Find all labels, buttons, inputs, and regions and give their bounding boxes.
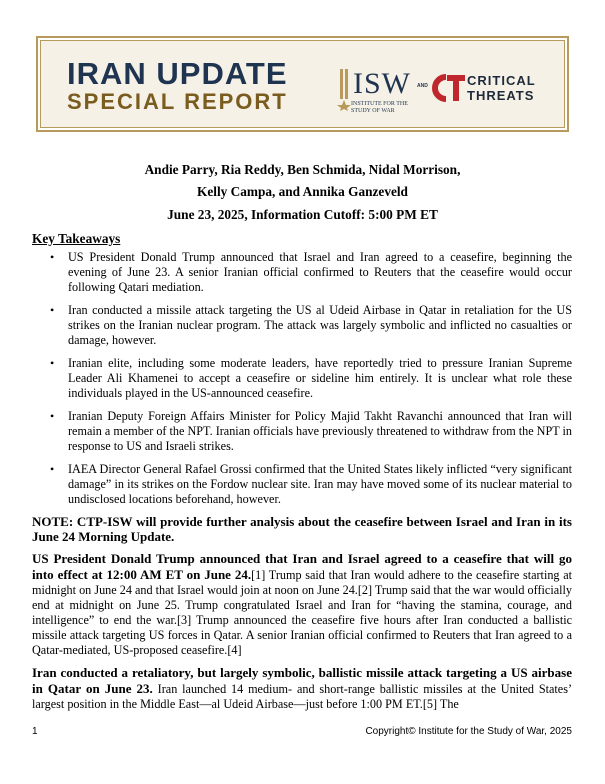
dateline: June 23, 2025, Information Cutoff: 5:00 PM ET [167, 207, 438, 222]
critical-threats-wordmark [467, 73, 536, 103]
authors-line2: Kelly Campa, and Annika Ganzeveld [197, 184, 408, 199]
list-item: • Iranian elite, including some moderate leaders, have reportedly tried to pressure Iranian Supreme Leader Ali Khamenei to accept a ceasefire or sideline him entirely. It is unclear what role these individuals played in the US-announced ceasefire. [32, 356, 572, 401]
banner-inner [40, 40, 565, 128]
isw-emblem-icon [337, 67, 351, 111]
body-paragraph-1 [32, 551, 572, 658]
page-number: 1 [32, 726, 38, 737]
key-takeaways-heading: Key Takeaways [32, 231, 121, 246]
list-item: • IAEA Director General Rafael Grossi confirmed that the United States likely inflicted “very significant damage” in its strikes on the Fordow nuclear site. Iran may have moved some of its nuclear material to undisclosed locations beforehand, however. [32, 462, 572, 507]
key-takeaways-list [32, 250, 572, 515]
list-item: • Iranian Deputy Foreign Affairs Minister for Policy Majid Takht Ravanchi announced that Iran will remain a member of the NPT. Iranian officials have previously threatened to withdraw from the NPT in response to US and Israeli strikes. [32, 409, 572, 454]
isw-caption: INSTITUTE FOR THE STUDY OF WAR [351, 101, 408, 114]
isw-logo-text: ISW [353, 67, 411, 100]
copyright-notice: Copyright© Institute for the Study of War, 2025 [365, 726, 572, 737]
and-text: AND [417, 83, 428, 89]
critical-threats-logo-icon [431, 73, 465, 103]
report-banner [36, 36, 569, 132]
paragraph-lead: US President Donald Trump announced that Iran and Israel agreed to a ceasefire that will go into effect at 12:00 AM ET on June 24. [32, 551, 572, 582]
isw-logo [337, 67, 417, 115]
authors-line1: Andie Parry, Ria Reddy, Ben Schmida, Nidal Morrison, [144, 162, 461, 177]
paragraph-body: Iran launched 14 medium- and short-range ballistic missiles at the United States’ largest position in the Middle East—al Udeid Airbase—just before 1:00 PM ET.[5] The [32, 682, 572, 711]
body-paragraph-2 [32, 665, 572, 712]
note-paragraph: NOTE: CTP-ISW will provide further analysis about the ceasefire between Israel and Iran in its June 24 Morning Update. [32, 514, 572, 544]
paragraph-body: [1] Trump said that Iran would adhere to the ceasefire starting at midnight on June 24 and that Israel would join at noon on June 24.[2] Trump said that the war would officially end at midnight on June 25. Trump congratulated Israel and Iran for “having the stamina, courage, and intelligence” to end the war.[3] Trump announced the ceasefire five hours after Iran conducted a ballistic missile attack targeting US forces in Qatar. A senior Iranian official confirmed to Reuters that Iran agreed to a Qatar-mediated, US-proposed ceasefire.[4] [32, 568, 573, 657]
ct-line1: CRITICAL [467, 73, 536, 88]
banner-title: IRAN UPDATE [67, 56, 288, 91]
list-item: • US President Donald Trump announced that Israel and Iran agreed to a ceasefire, beginning the evening of June 23. A senior Iranian official confirmed to Reuters that the ceasefire would occur following Qatari mediation. [32, 250, 572, 295]
paragraph-lead: Iran conducted a retaliatory, but largely symbolic, ballistic missile attack targeting a US airbase in Qatar on June 23. [32, 665, 572, 696]
ct-line2: THREATS [467, 88, 535, 103]
list-item: • Iran conducted a missile attack targeting the US al Udeid Airbase in Qatar in retaliation for the US strikes on the Iranian nuclear program. The attack was largely symbolic and inflicted no casualties or damage, however. [32, 303, 572, 348]
banner-subtitle: SPECIAL REPORT [67, 89, 288, 114]
